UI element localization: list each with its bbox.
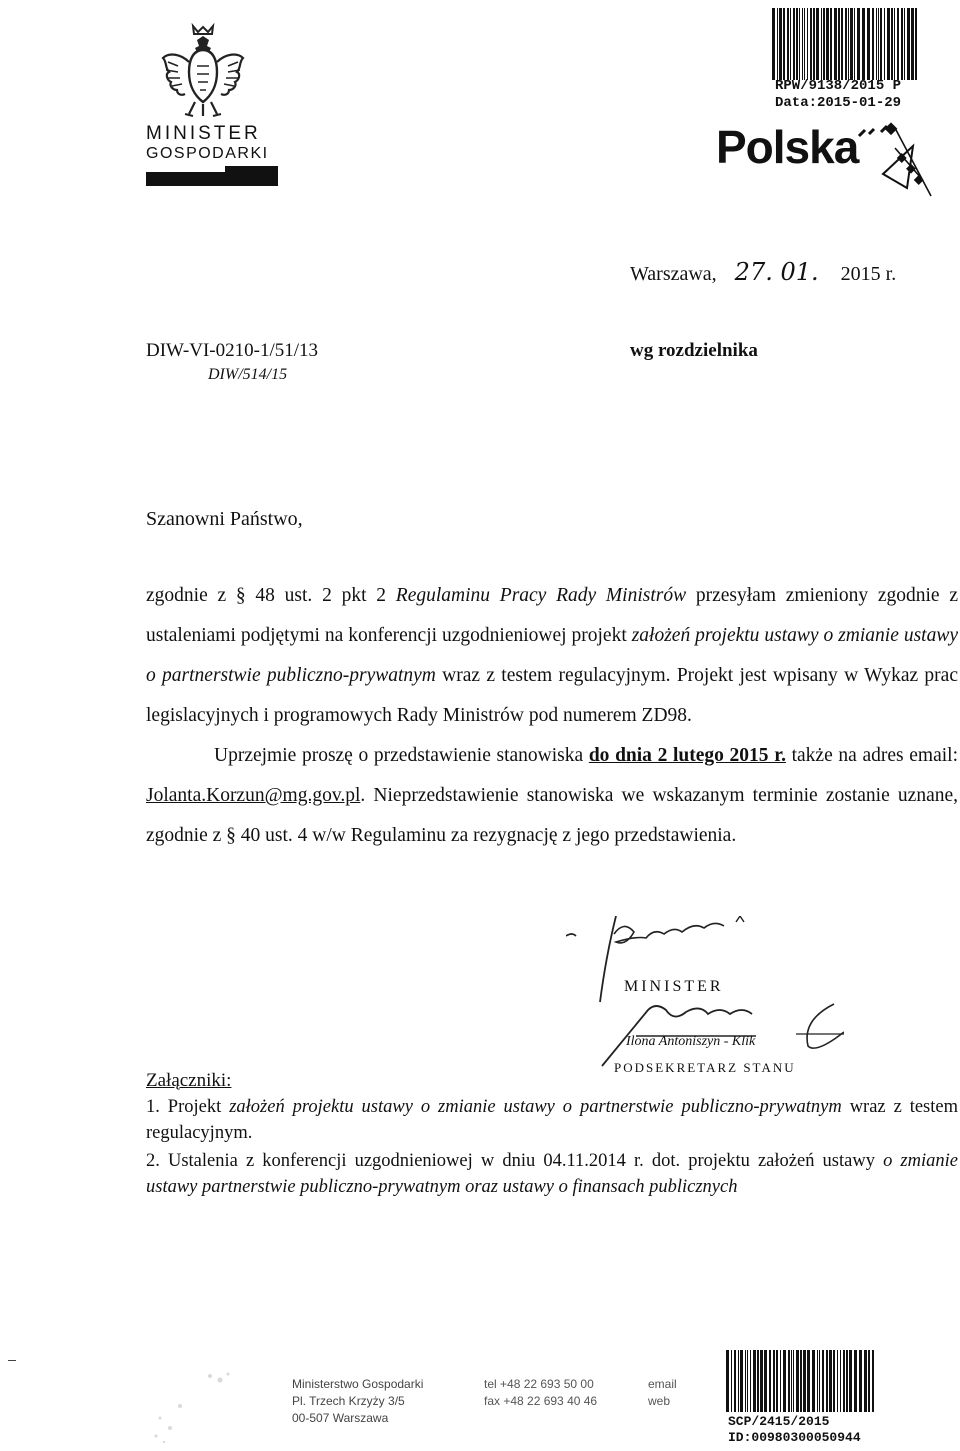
barcode-bar [876,8,877,80]
barcode-bar [887,8,890,80]
barcode-bar [862,8,865,80]
footer-phone [484,1376,597,1410]
barcode-bar [846,1350,848,1412]
signatory-name: Ilona Antoniszyn - Klik [626,1034,756,1049]
barcode-bar [790,8,791,80]
polish-eagle-emblem-icon [160,22,246,120]
barcode-bar [894,8,895,80]
body-paragraph-1: zgodnie z § 48 ust. 2 pkt 2 Regulaminu Pracy Rady Ministrów przesyłam zmieniony zgodnie z ustaleniami podjętymi na konferencji uzgodnieniowej projekt założeń projektu ustawy o zmianie ustawy o partnerstwie publiczno-prywatnym wraz z testem regulacyjnym. Projekt jest wpisany w Wykaz prac legislacyjnych i programowych Rady Ministrów pod numerem ZD98. [146,585,958,726]
project-title: założeń projektu ustawy o zmianie ustawy o partnerstwie publiczno-prywatnym [146,625,958,686]
barcode-bar [780,1350,781,1412]
barcode-bar [891,8,893,80]
barcode-bar [907,8,910,80]
barcode-bar [826,8,829,80]
barcode-bar [843,1350,845,1412]
ministry-name [146,124,269,164]
barcode-bar [804,8,805,80]
barcode-bar [854,8,855,80]
barcode-bar [731,1350,732,1412]
signatory-title: MINISTER [624,978,724,995]
attachment-item-2: 2. Ustalenia z konferencji uzgodnieniowej w dniu 04.11.2014 r. dot. projektu założeń ustawy o zmianie ustawy partnerstwie publiczno-prywatnym oraz ustawy o finansach publicznych [146,1151,958,1197]
barcode-bar [799,8,800,80]
barcode-bar [819,1350,820,1412]
barcode-bar [834,8,837,80]
barcode-bar [810,8,812,80]
barcode-bar [772,8,775,80]
footer-address [292,1376,423,1427]
footer-web: web [648,1394,671,1408]
letter-place: Warszawa, [630,263,717,285]
barcode-bar [802,8,803,80]
polska-kite-mark-icon [855,118,935,206]
barcode-bar [769,1350,771,1412]
barcode-bar [854,1350,857,1412]
footer-address-line2: 00-507 Warszawa [292,1411,389,1425]
handwritten-reference: DIW/514/15 [208,366,288,383]
case-id: ID:00980300050944 [728,1430,861,1445]
greeting: Szanowni Państwo, [146,508,303,530]
barcode-bar [868,1350,870,1412]
barcode-bar [745,1350,746,1412]
ministry-underline-bar-base [146,172,278,186]
barcode-bar [807,8,808,80]
barcode-bar [793,8,795,80]
signatory-position: PODSEKRETARZ STANU [614,1060,796,1075]
barcode-bar [773,1350,775,1412]
barcode-bar [867,8,870,80]
barcode-bar [750,1350,751,1412]
barcode-bar [738,1350,739,1412]
barcode-bar [764,1350,767,1412]
barcode-bar [837,1350,838,1412]
barcode-bar [859,1350,862,1412]
barcode-bar [791,1350,792,1412]
barcode-bar [740,1350,743,1412]
barcode-bar [838,8,840,80]
barcode-bar [826,1350,828,1412]
barcode-bar [817,1350,818,1412]
barcode-bar [848,8,849,80]
body-paragraph-2: Uprzejmie proszę o przedstawienie stanowiska do dnia 2 lutego 2015 r. także na adres email: Jolanta.Korzun@mg.gov.pl. Nieprzedstawienie stanowiska we wskazanym terminie zostanie uznane, zgodnie z § 40 ust. 4 w/w Regulaminu za rezygnację z jego przedstawienia. [146,745,958,846]
case-barcode-icon [726,1350,876,1412]
barcode-bar [822,1350,824,1412]
deadline: do dnia 2 lutego 2015 r. [588,745,786,766]
barcode-bar [777,8,778,80]
attachment-item-1: 1. Projekt założeń projektu ustawy o zmianie ustawy o partnerstwie publiczno-prywatnym wraz z testem regulacyjnym. [146,1097,958,1143]
barcode-bar [830,8,832,80]
barcode-bar [783,8,785,80]
barcode-bar [904,8,905,80]
barcode-bar [872,1350,874,1412]
barcode-bar [776,1350,778,1412]
barcode-bar [800,1350,802,1412]
barcode-bar [760,1350,763,1412]
registry-barcode-icon [772,8,920,80]
barcode-bar [911,8,914,80]
polska-logo: Polska [716,121,859,173]
footer-address-line1: Pl. Trzech Krzyży 3/5 [292,1394,405,1408]
footer-contact [648,1376,677,1410]
barcode-bar [726,1350,729,1412]
barcode-bar [807,1350,810,1412]
barcode-bar [845,8,847,80]
barcode-bar [897,8,899,80]
regulation-title: Regulaminu Pracy Rady Ministrów [395,585,687,606]
barcode-bar [796,8,798,80]
barcode-bar [823,8,825,80]
barcode-bar [841,8,843,80]
registry-stamp [775,78,901,112]
barcode-bar [734,1350,736,1412]
attachments-list [146,1094,958,1202]
ministry-line2: GOSPODARKI [146,145,269,162]
barcode-bar [850,8,853,80]
barcode-bar [753,1350,756,1412]
barcode-bar [779,8,782,80]
barcode-bar [816,8,819,80]
barcode-bar [857,8,860,80]
barcode-bar [872,8,874,80]
registry-date: Data:2015-01-29 [775,95,902,111]
registry-number: RPW/9138/2015 P [775,78,902,94]
footer-tel: tel +48 22 693 50 00 [484,1377,594,1391]
barcode-bar [788,1350,790,1412]
footer-fax: fax +48 22 693 40 46 [484,1394,598,1408]
barcode-bar [884,8,885,80]
barcode-bar [821,8,822,80]
faded-logo-blot-icon [150,1366,240,1446]
barcode-bar [915,8,917,80]
barcode-bar [787,8,789,80]
barcode-bar [812,1350,815,1412]
barcode-bar [880,8,882,80]
ministry-line1: MINISTER [146,123,261,144]
barcode-bar [901,8,903,80]
case-number: SCP/2415/2015 [728,1414,830,1429]
barcode-bar [747,1350,748,1412]
barcode-bar [878,8,879,80]
footer-email: email [648,1377,677,1391]
barcode-bar [796,1350,799,1412]
attachments-heading: Załączniki: [146,1070,232,1091]
barcode-bar [803,1350,806,1412]
barcode-bar [833,1350,835,1412]
scan-mark [8,1360,16,1361]
barcode-bar [783,1350,786,1412]
barcode-bar [813,8,815,80]
footer-org-name: Ministerstwo Gospodarki [292,1377,424,1391]
case-stamp [728,1414,861,1446]
barcode-bar [864,1350,867,1412]
addressee: wg rozdzielnika [630,340,758,361]
barcode-bar [829,1350,832,1412]
letter-year: 2015 r. [840,263,897,285]
barcode-bar [840,1350,841,1412]
barcode-bar [793,1350,794,1412]
document-reference: DIW-VI-0210-1/51/13 [146,340,319,361]
letter-date [630,258,896,286]
handwritten-date: 27. 01. [734,258,819,286]
letter-body [146,576,958,856]
barcode-bar [757,1350,759,1412]
barcode-bar [849,1350,852,1412]
contact-email-link[interactable]: Jolanta.Korzun@mg.gov.pl [146,785,361,806]
